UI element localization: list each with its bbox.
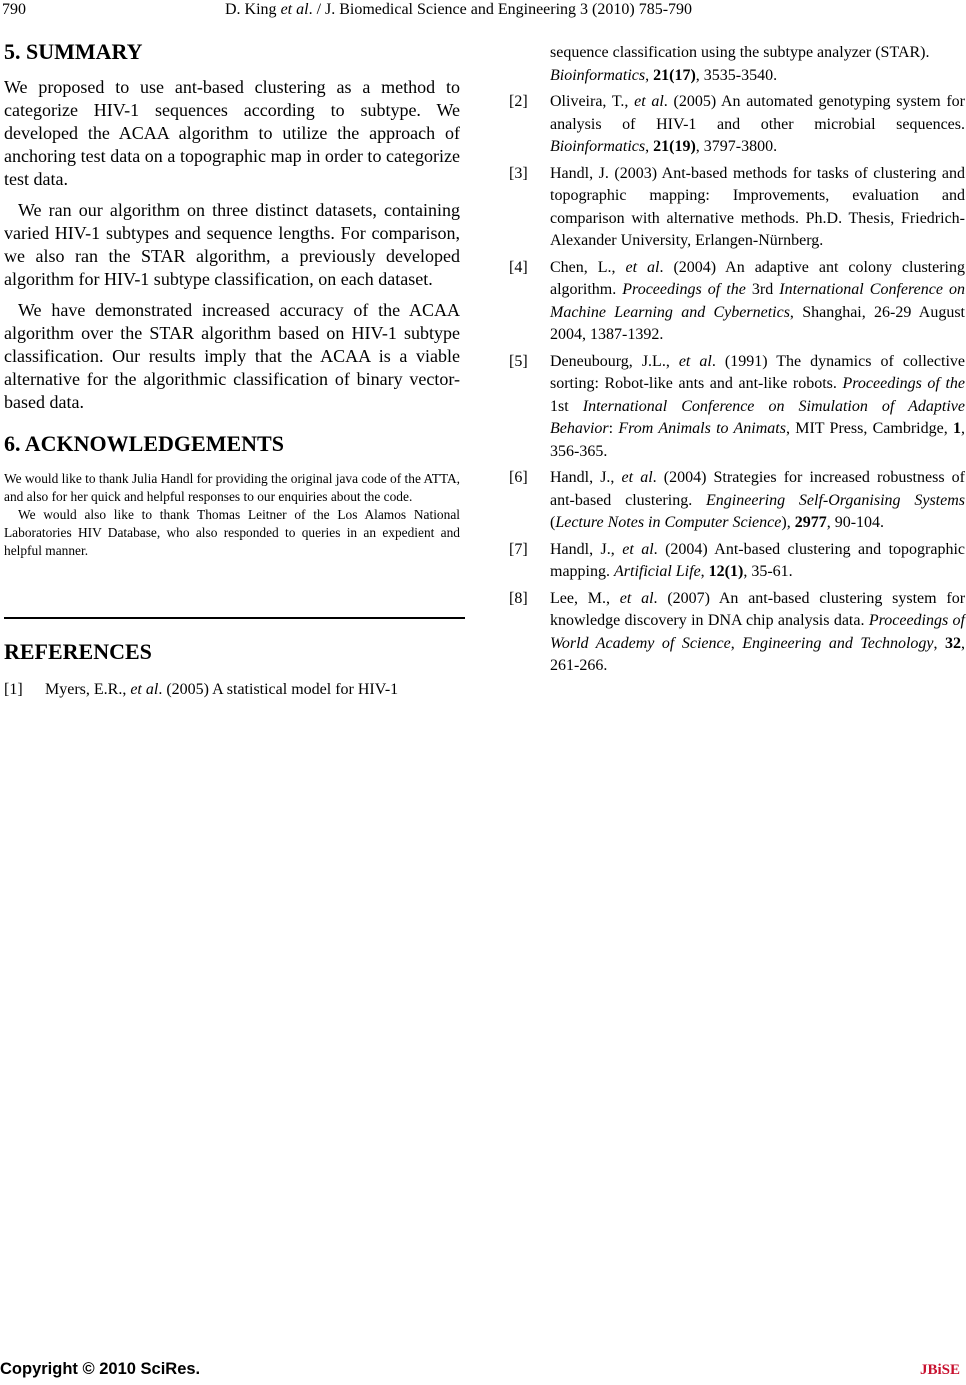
page-footer <box>0 1360 966 1382</box>
running-header <box>0 0 966 22</box>
running-head <box>225 0 692 20</box>
running-head-journal: . / J. Biomedical Science and Engineering 3 (2010) 785-790 <box>308 1 693 18</box>
reference-8: [8] Lee, M., et al. (2007) An ant-based clustering system for knowledge discovery in DNA chip analysis data. Proceedings of World Academy of Science, Engineering and Technology, 32, 261-266. <box>509 589 966 674</box>
acknowledgements-heading: 6. ACKNOWLEDGEMENTS <box>4 431 284 456</box>
summary-paragraph-1: We proposed to use ant-based clustering as a method to categorize HIV-1 sequences according to subtype. We developed the ACAA algorithm to utilize the approach of anchoring test data on a topographic map in order to categorize test data. <box>4 77 460 189</box>
reference-5: [5] Deneubourg, J.L., et al. (1991) The dynamics of collective sorting: Robot-like ants and ant-like robots. Proceedings of the 1st International Conference on Simulation of Adaptive Behavior: From Animals to Animats, MIT Press, Cambridge, 1, 356-365. <box>509 352 965 460</box>
page-number: 790 <box>2 1 26 18</box>
summary-paragraph-2: We ran our algorithm on three distinct datasets, containing varied HIV-1 subtypes and sequence lengths. For comparison, we also ran the STAR algorithm, a previously developed algorithm for HIV-1 subtype classification, on each dataset. <box>4 200 460 289</box>
journal-abbreviation: JBiSE <box>919 1362 960 1378</box>
reference-text: Myers, E.R., et al. (2005) A statistical model for HIV-1 <box>45 681 399 698</box>
running-head-etal: et al <box>280 1 309 18</box>
reference-6: [6] Handl, J., et al. (2004) Strategies for increased robustness of ant-based clustering. Engineering Self-Organising Systems (Lecture Notes in Computer Science), 2977, 90-104. <box>509 469 965 531</box>
reference-7: [7] Handl, J., et al. (2004) Ant-based clustering and topographic mapping. Artificial Life, 12(1), 35-61. <box>509 540 966 580</box>
references-heading: REFERENCES <box>4 639 152 664</box>
reference-1 <box>4 679 456 702</box>
reference-2: [2] Oliveira, T., et al. (2005) An automated genotyping system for analysis of HIV-1 and other microbial sequences. Bioinformatics, 21(19), 3797-3800. <box>509 93 966 155</box>
reference-number: [1] <box>4 681 23 698</box>
summary-heading: 5. SUMMARY <box>4 39 143 64</box>
summary-paragraph-3: We have demonstrated increased accuracy of the ACAA algorithm over the STAR algorithm based on HIV-1 subtype classification. Our results imply that the ACAA is a viable alternative for the algorithmic classification of binary vector-based data. <box>4 300 460 412</box>
reference-4: [4] Chen, L., et al. (2004) An adaptive ant colony clustering algorithm. Proceedings of the 3rd International Conference on Machine Learning and Cybernetics, Shanghai, 26-29 August 2004, 1387-1392. <box>509 258 966 343</box>
section-divider <box>4 617 465 619</box>
running-head-authors: D. King <box>225 1 281 18</box>
right-column <box>509 42 965 682</box>
left-column <box>4 38 460 560</box>
acknowledgements-paragraph-2: We would also like to thank Thomas Leitner of the Los Alamos National Laboratories HIV Database, who also responded to queries in an expedient and helpful manner. <box>4 507 460 558</box>
reference-3: [3] Handl, J. (2003) Ant-based methods for tasks of clustering and topographic mapping: Improvements, evaluation and comparison with alternative methods. Ph.D. Thesis, Friedrich-Alexander University, Erlangen-Nürnberg. <box>509 164 965 249</box>
acknowledgements-paragraph-1: We would like to thank Julia Handl for providing the original java code of the ATTA, and also for her quick and helpful responses to our enquiries about the code. <box>4 471 460 504</box>
copyright-notice: Copyright © 2010 SciRes. <box>0 1360 201 1378</box>
reference-1-continued: sequence classification using the subtype analyzer (STAR). Bioinformatics, 21(17), 3535-3540. <box>550 44 930 84</box>
